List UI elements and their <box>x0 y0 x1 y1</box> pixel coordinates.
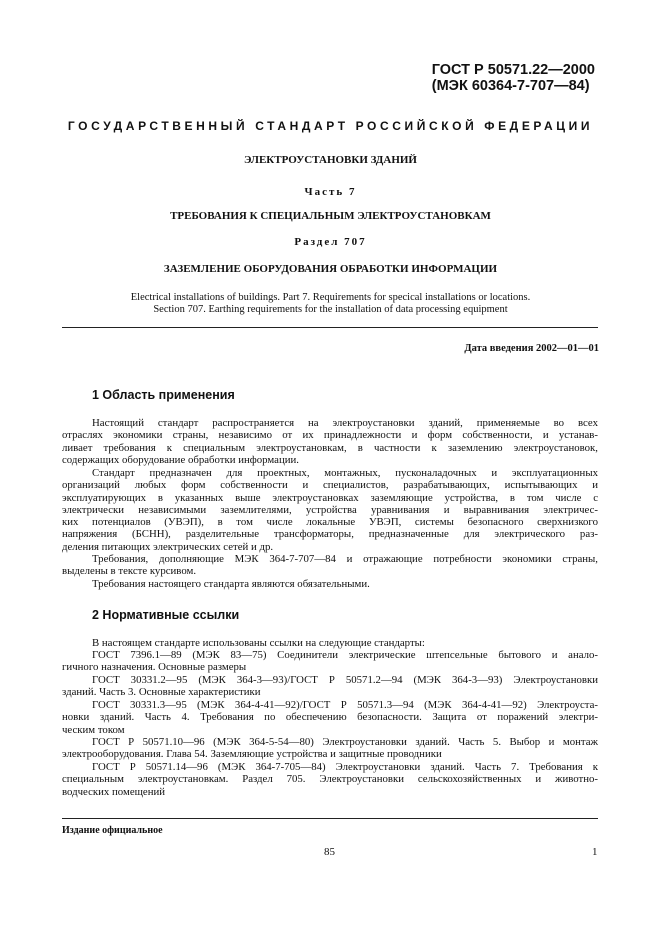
text-line: электрически независимыми заземлителями, устройства уравнивания и выравнивания электричес- <box>62 503 598 516</box>
text-line: деления питающих электрических сетей и др. <box>62 540 274 553</box>
iec-number: (МЭК 60364-7-707—84) <box>431 78 590 94</box>
page-number-center: 85 <box>324 846 335 858</box>
text-line: содержащих оборудование обработки информации. <box>62 453 299 466</box>
english-title-line-2: Section 707. Earthing requirements for the installation of data processing equipment <box>153 304 508 315</box>
text-line: Настоящий стандарт распространяется на электроустановки зданий, применяемые во всех <box>92 417 598 429</box>
section-1-paragraph-4 <box>92 578 598 590</box>
text-line: электрооборудования. Глава 54. Заземляющие устройства и защитные проводники <box>62 748 442 761</box>
section-1-heading: 1 Область применения <box>92 388 235 402</box>
text-line: ГОСТ Р 50571.10—96 (МЭК 364-5-54—80) Электроустановки зданий. Часть 5. Выбор и монтаж <box>92 736 598 748</box>
footer-divider <box>62 818 598 819</box>
standard-number <box>432 62 595 94</box>
text-line: гичного назначения. Основные размеры <box>62 661 247 674</box>
title-part: Часть 7 <box>304 186 357 198</box>
title-section: Раздел 707 <box>294 236 367 248</box>
text-line: ких потенциалов (УВЭП), в том числе локальные УВЭП, системы безопасного сверхнизкого <box>62 516 598 529</box>
section-1-paragraph-3 <box>62 553 598 578</box>
reference-3 <box>62 699 598 736</box>
text-line: Требования, дополняющие МЭК 364-7-707—84 и отражающие потребности экономики страны, <box>92 553 598 565</box>
text-line: специальным электроустановкам. Раздел 705. Электроустановки сельскохозяйственных и животно- <box>62 773 598 786</box>
english-title <box>0 292 661 316</box>
text-line: ливает требования к специальным электроустановкам, в частности к заземлению электроустановок, <box>62 441 598 454</box>
text-line: отраслях экономики страны, независимо от их принадлежности и форм собственности, и устанав- <box>62 429 598 442</box>
official-edition-label: Издание официальное <box>62 825 163 836</box>
text-line: Стандарт предназначен для проектных, монтажных, пусконаладочных и эксплуатационных <box>92 467 598 479</box>
reference-4 <box>62 736 598 761</box>
text-line: В настоящем стандарте использованы ссылки на следующие стандарты: <box>92 637 425 649</box>
page-number-right: 1 <box>592 846 598 858</box>
text-line: организаций любых форм собственности и специалистов, разрабатывающих, испытывающих и <box>62 479 598 492</box>
text-line: выделены в тексте курсивом. <box>62 565 197 578</box>
reference-5 <box>62 761 598 798</box>
text-line: Требования настоящего стандарта являются обязательными. <box>92 578 370 590</box>
title-earthing: ЗАЗЕМЛЕНИЕ ОБОРУДОВАНИЯ ОБРАБОТКИ ИНФОРМАЦИИ <box>163 263 498 275</box>
state-standard-title: ГОСУДАРСТВЕННЫЙ СТАНДАРТ РОССИЙСКОЙ ФЕДЕРАЦИИ <box>67 119 594 133</box>
text-line: напряжения (БСНН), разделительные трансформаторы, предназначенные для электрического раз- <box>62 528 598 541</box>
title-installations: ЭЛЕКТРОУСТАНОВКИ ЗДАНИЙ <box>243 154 417 166</box>
text-line: водческих помещений <box>62 785 166 798</box>
text-line: ГОСТ 7396.1—89 (МЭК 83—75) Соединители электрические штепсельные бытового и анало- <box>92 649 598 661</box>
text-line: новки зданий. Часть 4. Требования по обеспечению безопасности. Защита от поражений электри- <box>62 711 598 724</box>
reference-2 <box>62 674 598 699</box>
text-line: эксплуатирующих в указанных выше электроустановках заземляющие устройства, в том числе с <box>62 491 598 504</box>
section-1-paragraph-1 <box>62 417 598 466</box>
reference-1 <box>62 649 598 674</box>
text-line: ГОСТ 30331.3—95 (МЭК 364-4-41—92)/ГОСТ Р 50571.3—94 (МЭК 364-4-41—92) Электроуста- <box>92 699 598 711</box>
section-1-paragraph-2 <box>62 467 598 553</box>
text-line: ГОСТ 30331.2—95 (МЭК 364-3—93)/ГОСТ Р 50571.2—94 (МЭК 364-3—93) Электроустановки <box>92 674 598 686</box>
header-divider <box>62 327 598 328</box>
references-intro <box>92 637 598 649</box>
english-title-line-1: Electrical installations of buildings. Part 7. Requirements for specical installations or locations. <box>130 292 531 303</box>
section-2-heading: 2 Нормативные ссылки <box>92 608 240 622</box>
introduction-date: Дата введения 2002—01—01 <box>464 343 599 354</box>
title-requirements: ТРЕБОВАНИЯ К СПЕЦИАЛЬНЫМ ЭЛЕКТРОУСТАНОВКАМ <box>170 210 491 222</box>
gost-number: ГОСТ Р 50571.22—2000 <box>431 62 595 78</box>
text-line: ческим током <box>62 723 125 736</box>
text-line: ГОСТ Р 50571.14—96 (МЭК 364-7-705—84) Электроустановки зданий. Часть 7. Требования к <box>92 761 598 773</box>
text-line: зданий. Часть 3. Основные характеристики <box>62 686 261 699</box>
